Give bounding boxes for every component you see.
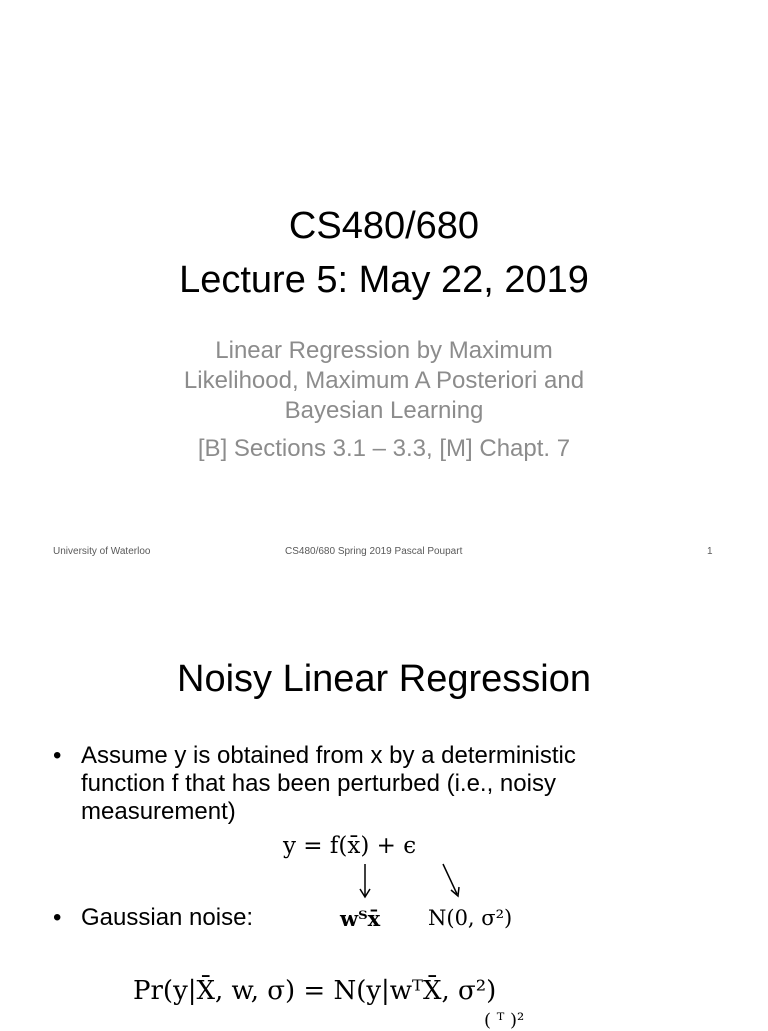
label-normal-noise: N(0, σ²) [428, 906, 513, 930]
likelihood-equation: Pr(y|X̄, w, σ) = N(y|wᵀX̄, σ²) [133, 976, 497, 1006]
bullet-gaussian-text: Gaussian noise: [81, 904, 254, 931]
slide-title-line-1: CS480/680 [288, 205, 480, 247]
slide-2 [0, 590, 768, 1031]
subtitle-line-1: Linear Regression by Maximum [215, 337, 553, 364]
footer-university: University of Waterloo [53, 546, 151, 557]
bullet-dot: • [53, 742, 62, 769]
footer-page-number: 1 [707, 546, 713, 557]
label-wtx: wᵀx̄ [340, 906, 381, 931]
bullet-assume-text: Assume y is obtained from x by a deterministic function f that has been perturbed (i.e., noisy measurement) [81, 742, 576, 825]
equation-main: y = f(x̄) + ϵ [283, 833, 417, 859]
subtitle-line-3: Bayesian Learning [284, 397, 484, 424]
bullet-dot: • [53, 904, 62, 931]
partial-next-equation: ( ᵀ )² [484, 1010, 525, 1031]
arrow-down-epsilon-icon [443, 864, 457, 894]
footer-course: CS480/680 Spring 2019 Pascal Poupart [285, 546, 463, 557]
equation-arrows [355, 862, 465, 902]
slide-title: Noisy Linear Regression [177, 658, 591, 700]
slide-title-line-2: Lecture 5: May 22, 2019 [179, 259, 589, 301]
subtitle-line-4: [B] Sections 3.1 – 3.3, [M] Chapt. 7 [197, 435, 571, 462]
subtitle-line-2: Likelihood, Maximum A Posteriori and [183, 367, 585, 394]
